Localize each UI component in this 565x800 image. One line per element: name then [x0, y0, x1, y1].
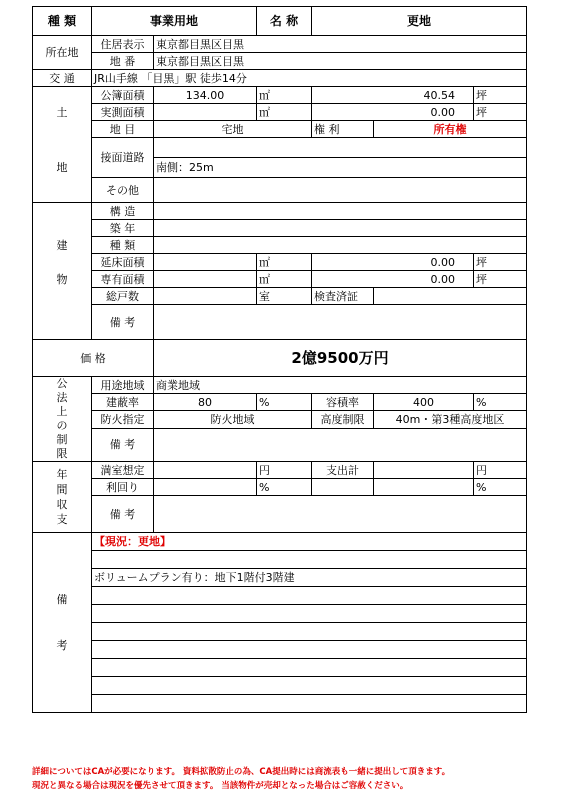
- expense-value: [374, 462, 474, 479]
- price-value: 2億9500万円: [154, 340, 527, 377]
- far-value: 400: [374, 394, 474, 411]
- yield-unit: %: [257, 479, 312, 496]
- registered-area-label: 公簿面積: [92, 87, 154, 104]
- exclusive-area-label: 専有面積: [92, 271, 154, 288]
- far-unit: %: [474, 394, 527, 411]
- exclusive-area-tsubo-unit: 坪: [474, 271, 527, 288]
- income-remarks-label: 備 考: [92, 496, 154, 533]
- surveyed-area-label: 実測面積: [92, 104, 154, 121]
- yield-unit-2: %: [474, 479, 527, 496]
- land-group-char-bottom: 地: [33, 158, 92, 178]
- property-table: [32, 6, 527, 713]
- address-display-label: 住居表示: [92, 36, 154, 53]
- height-limit-value: 40m・第3種高度地区: [374, 411, 527, 428]
- built-year-label: 築 年: [92, 220, 154, 237]
- income-remarks-value: [154, 496, 527, 533]
- type-value: 事業用地: [92, 7, 257, 36]
- name-value: 更地: [312, 7, 527, 36]
- address-display-value: 東京都目黒区目黒: [154, 36, 527, 53]
- far-label: 容積率: [312, 394, 374, 411]
- built-year-value: [154, 220, 527, 237]
- surveyed-area-tsubo: 0.00: [312, 104, 474, 121]
- inspection-value: [374, 288, 527, 305]
- remarks-line-4: [92, 587, 527, 605]
- header-row: [33, 7, 527, 36]
- structure-value: [154, 203, 527, 220]
- units-value: [154, 288, 257, 305]
- rights-label: 権 利: [312, 121, 374, 138]
- fire-zone-value: 防火地域: [154, 411, 312, 428]
- land-category-label: 地 目: [92, 121, 154, 138]
- location-group-label: 所在地: [33, 36, 92, 70]
- remarks-line-6: [92, 623, 527, 641]
- exclusive-area-m2-unit: ㎡: [257, 271, 312, 288]
- road-label: 接面道路: [92, 138, 154, 178]
- fire-zone-label: 防火指定: [92, 411, 154, 428]
- inspection-label: 検査済証: [312, 288, 374, 305]
- height-limit-label: 高度制限: [312, 411, 374, 428]
- building-kind-value: [154, 237, 527, 254]
- remarks-line-2: [92, 551, 527, 569]
- property-sheet: [32, 6, 526, 713]
- land-other-value: [154, 178, 527, 203]
- income-group-label: 年 間 収 支: [33, 462, 92, 533]
- expense-unit: 円: [474, 462, 527, 479]
- building-kind-label: 種 類: [92, 237, 154, 254]
- yield-value: [154, 479, 257, 496]
- regulation-group-label: 公 法 上 の 制 限: [33, 377, 92, 462]
- units-label: 総戸数: [92, 288, 154, 305]
- footer-notes: [32, 765, 562, 793]
- full-occupancy-label: 満室想定: [92, 462, 154, 479]
- building-group-char-top: 建: [33, 237, 92, 254]
- remarks-line-9: [92, 677, 527, 695]
- building-remarks-value: [154, 305, 527, 340]
- transport-label: 交 通: [33, 70, 92, 87]
- coverage-value: 80: [154, 394, 257, 411]
- yield-label: 利回り: [92, 479, 154, 496]
- road-blank: [154, 138, 527, 158]
- surveyed-area-tsubo-unit: 坪: [474, 104, 527, 121]
- lot-value: 東京都目黒区目黒: [154, 53, 527, 70]
- total-floor-tsubo-unit: 坪: [474, 254, 527, 271]
- regulation-remarks-value: [154, 428, 527, 461]
- structure-label: 構 造: [92, 203, 154, 220]
- building-group-char-bottom: 物: [33, 271, 92, 288]
- exclusive-area-tsubo: 0.00: [312, 271, 474, 288]
- registered-area-m2-unit: ㎡: [257, 87, 312, 104]
- zoning-value: 商業地域: [154, 377, 527, 394]
- price-label: 価 格: [33, 340, 154, 377]
- full-occupancy-unit: 円: [257, 462, 312, 479]
- registered-area-m2: 134.00: [154, 87, 257, 104]
- exclusive-area-m2: [154, 271, 257, 288]
- remarks-line-7: [92, 641, 527, 659]
- surveyed-area-m2: [154, 104, 257, 121]
- remarks-line-10: [92, 695, 527, 713]
- name-label: 名 称: [257, 7, 312, 36]
- remarks-line-1: 【現況：更地】: [92, 533, 527, 551]
- total-floor-tsubo: 0.00: [312, 254, 474, 271]
- total-floor-m2-unit: ㎡: [257, 254, 312, 271]
- footer-note-1: 詳細についてはCAが必要になります。 資料拡散防止の為、CA提出時には商流表も一緒に提出して頂きます。: [32, 767, 451, 777]
- remarks-line-3: ボリュームプラン有り：地下1階付3階建: [92, 569, 527, 587]
- transport-value: JR山手線 「目黒」駅 徒歩14分: [92, 70, 527, 87]
- land-other-label: その他: [92, 178, 154, 203]
- remarks-group-label: 備 考: [33, 533, 92, 713]
- surveyed-area-m2-unit: ㎡: [257, 104, 312, 121]
- land-group-top: [33, 87, 92, 104]
- coverage-label: 建蔽率: [92, 394, 154, 411]
- lot-label: 地 番: [92, 53, 154, 70]
- registered-area-tsubo-unit: 坪: [474, 87, 527, 104]
- total-floor-label: 延床面積: [92, 254, 154, 271]
- type-label: 種 類: [33, 7, 92, 36]
- land-group-char-top: 土: [33, 104, 92, 121]
- remarks-line-5: [92, 605, 527, 623]
- land-category-value: 宅地: [154, 121, 312, 138]
- full-occupancy-value: [154, 462, 257, 479]
- units-suffix: 室: [257, 288, 312, 305]
- building-remarks-label: 備 考: [92, 305, 154, 340]
- registered-area-tsubo: 40.54: [312, 87, 474, 104]
- expense-label: 支出計: [312, 462, 374, 479]
- rights-value: 所有権: [374, 121, 527, 138]
- zoning-label: 用途地域: [92, 377, 154, 394]
- road-value: 南側：25m: [154, 158, 527, 178]
- regulation-remarks-label: 備 考: [92, 428, 154, 461]
- coverage-unit: %: [257, 394, 312, 411]
- remarks-line-8: [92, 659, 527, 677]
- footer-note-2: 現況と異なる場合は現況を優先させて頂きます。 当該物件が売却となった場合はご容赦ください。: [32, 781, 409, 791]
- total-floor-m2: [154, 254, 257, 271]
